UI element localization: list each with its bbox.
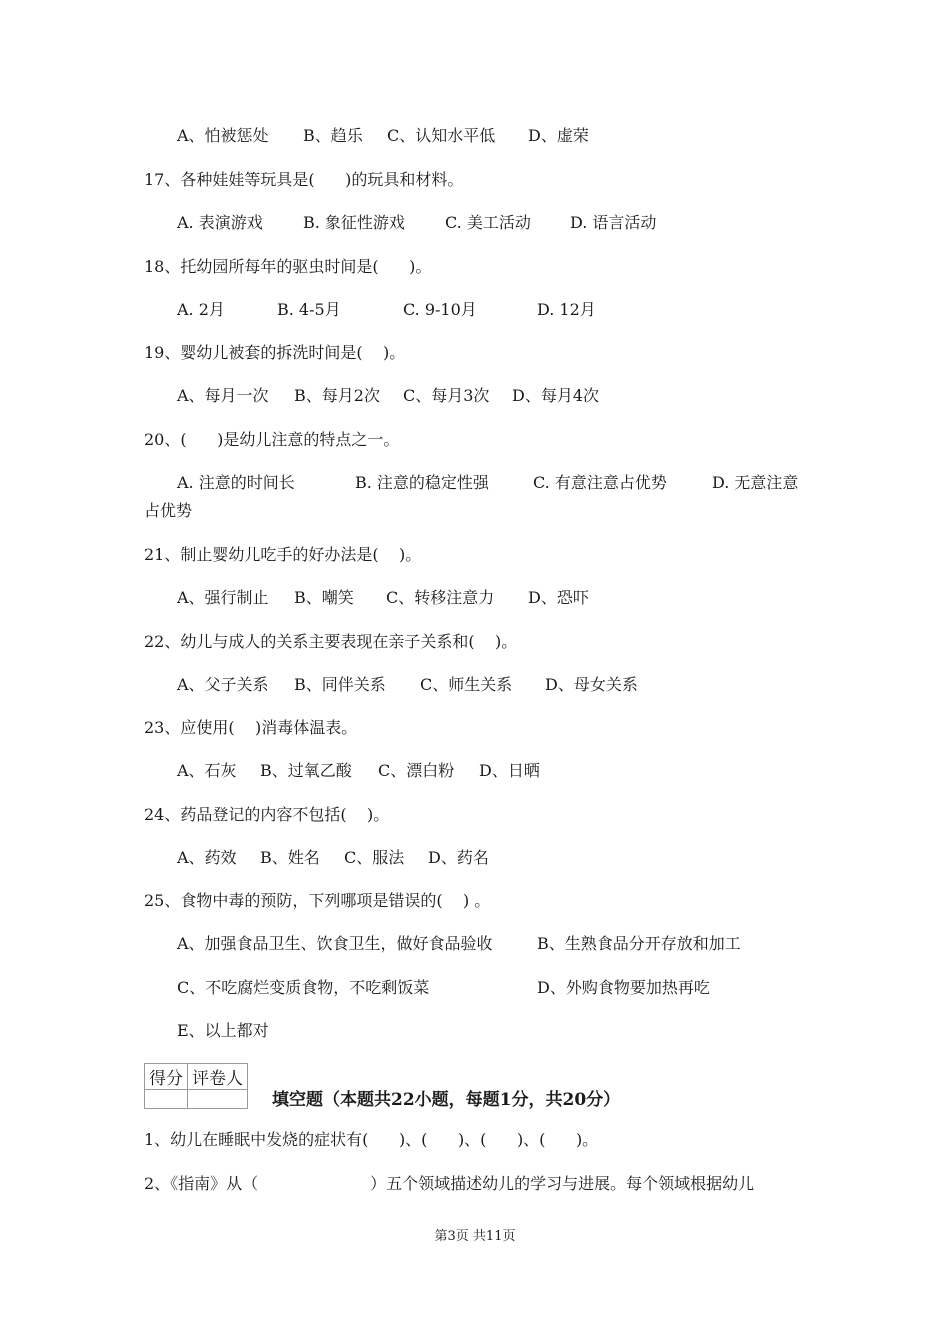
q17-option-d: D. 语言活动 bbox=[570, 213, 657, 232]
q17-stem: 17、各种娃娃等玩具是( )的玩具和材料。 bbox=[144, 170, 464, 189]
q20-option-d: D. 无意注意 bbox=[712, 473, 799, 492]
q20-option-d-wrap: 占优势 bbox=[144, 501, 193, 520]
score-cell bbox=[145, 1090, 188, 1109]
q19-stem: 19、婴幼儿被套的拆洗时间是( )。 bbox=[144, 343, 406, 362]
fill-question-1: 1、幼儿在睡眠中发烧的症状有( )、( )、( )、( )。 bbox=[144, 1130, 599, 1149]
q23-option-b: B、过氧乙酸 bbox=[260, 761, 352, 780]
q21-option-d: D、恐吓 bbox=[528, 588, 589, 607]
q17-option-c: C. 美工活动 bbox=[445, 213, 531, 232]
q17-option-a: A. 表演游戏 bbox=[177, 213, 263, 232]
q20-option-b: B. 注意的稳定性强 bbox=[355, 473, 489, 492]
q16-option-c: C、认知水平低 bbox=[387, 126, 496, 145]
q23-stem: 23、应使用( )消毒体温表。 bbox=[144, 718, 358, 737]
q20-option-a: A. 注意的时间长 bbox=[177, 473, 295, 492]
score-label: 得分 bbox=[145, 1064, 188, 1090]
q23-option-d: D、日晒 bbox=[479, 761, 540, 780]
q20-stem: 20、( )是幼儿注意的特点之一。 bbox=[144, 430, 400, 449]
section-title: 填空题（本题共22小题，每题1分，共20分） bbox=[272, 1090, 621, 1110]
q18-option-d: D. 12月 bbox=[537, 300, 596, 319]
q21-option-c: C、转移注意力 bbox=[386, 588, 495, 607]
q25-option-a: A、加强食品卫生、饮食卫生，做好食品验收 bbox=[177, 934, 493, 953]
q19-option-d: D、每月4次 bbox=[512, 386, 600, 405]
q19-option-b: B、每月2次 bbox=[294, 386, 380, 405]
q19-option-a: A、每月一次 bbox=[177, 386, 269, 405]
q18-option-c: C. 9-10月 bbox=[403, 300, 477, 319]
score-box bbox=[144, 1063, 248, 1109]
q17-option-b: B. 象征性游戏 bbox=[303, 213, 405, 232]
q18-option-a: A. 2月 bbox=[177, 300, 225, 319]
grader-label: 评卷人 bbox=[188, 1064, 248, 1090]
page-footer: 第3页 共11页 bbox=[434, 1229, 516, 1244]
q25-option-d: D、外购食物要加热再吃 bbox=[537, 978, 710, 997]
q24-stem: 24、药品登记的内容不包括( )。 bbox=[144, 805, 390, 824]
fill-question-2: 2、《指南》从（ ）五个领域描述幼儿的学习与进展。每个领域根据幼儿 bbox=[144, 1174, 755, 1193]
q22-option-d: D、母女关系 bbox=[545, 675, 638, 694]
q23-option-c: C、漂白粉 bbox=[378, 761, 455, 780]
q19-option-c: C、每月3次 bbox=[403, 386, 490, 405]
q23-option-a: A、石灰 bbox=[177, 761, 237, 780]
q22-stem: 22、幼儿与成人的关系主要表现在亲子关系和( )。 bbox=[144, 632, 518, 651]
q21-option-a: A、强行制止 bbox=[177, 588, 269, 607]
q21-option-b: B、嘲笑 bbox=[294, 588, 354, 607]
q16-option-b: B、趋乐 bbox=[303, 126, 363, 145]
q24-option-d: D、药名 bbox=[428, 848, 489, 867]
q16-option-a: A、怕被惩处 bbox=[177, 126, 269, 145]
q22-option-c: C、师生关系 bbox=[420, 675, 513, 694]
q20-option-c: C. 有意注意占优势 bbox=[533, 473, 667, 492]
q24-option-c: C、服法 bbox=[344, 848, 405, 867]
q18-option-b: B. 4-5月 bbox=[277, 300, 341, 319]
q24-option-b: B、姓名 bbox=[260, 848, 320, 867]
q22-option-a: A、父子关系 bbox=[177, 675, 269, 694]
grader-cell bbox=[188, 1090, 248, 1109]
q25-stem: 25、食物中毒的预防，下列哪项是错误的( ) 。 bbox=[144, 891, 491, 910]
q25-option-e: E、以上都对 bbox=[177, 1021, 269, 1040]
q24-option-a: A、药效 bbox=[177, 848, 237, 867]
q16-option-d: D、虚荣 bbox=[528, 126, 589, 145]
q25-option-b: B、生熟食品分开存放和加工 bbox=[537, 934, 741, 953]
q25-option-c: C、不吃腐烂变质食物，不吃剩饭菜 bbox=[177, 978, 430, 997]
q18-stem: 18、托幼园所每年的驱虫时间是( )。 bbox=[144, 257, 432, 276]
q21-stem: 21、制止婴幼儿吃手的好办法是( )。 bbox=[144, 545, 422, 564]
q22-option-b: B、同伴关系 bbox=[294, 675, 386, 694]
